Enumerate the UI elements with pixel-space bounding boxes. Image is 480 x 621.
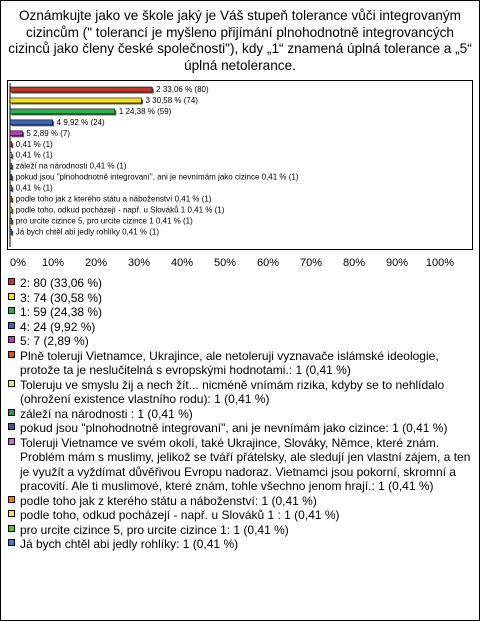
legend-label: Toleruji Vietnamce ve svém okolí, také Ukrajince, Slováky, Němce, které znám. Problém mám s muslimy, jelikož se tváří přátelsky, ale sledují jen vlastní zájem, a ten je využít a vyždímat důvěřivou Evropu nadoraz. Vietnamci jsou pokorní, skromní a pracovití. Ale ti muslimové, které znám, tohle všechno jenom hrají.: 1 (0,41 %) (20, 435, 471, 493)
legend-label: Toleruju ve smyslu žij a nech žít... nicméně vnímám rizika, kdyby se to nehlídalo (ohrožení existence vlastního rodu): 1 (0,41 %) (20, 377, 445, 406)
bar-label: 0,41 % (1) (15, 183, 53, 193)
x-tick-label: 90% (385, 257, 409, 269)
bar-label: 5 2,89 % (7) (26, 128, 71, 138)
legend-item (8, 508, 473, 523)
legend-item (8, 523, 473, 538)
bar-label: 4 9,92 % (24) (56, 117, 105, 127)
x-tick-label: 10% (41, 257, 65, 269)
bar (10, 175, 12, 180)
legend-swatch (8, 380, 15, 387)
x-tick-label: 80% (342, 257, 366, 269)
legend-label: pro urcite cizince 5, pro urcite cizince 1: 1 (0,41 %) (20, 522, 289, 537)
bar (10, 120, 53, 125)
legend-item (8, 537, 473, 552)
legend-swatch (8, 322, 15, 329)
legend-item (8, 421, 473, 436)
legend-item (8, 305, 473, 320)
bar-label: 0,41 % (1) (15, 139, 53, 149)
legend-swatch (8, 293, 15, 300)
legend-item (8, 349, 473, 378)
legend-swatch (8, 510, 15, 517)
legend-item (8, 334, 473, 349)
bar (10, 186, 12, 191)
legend (8, 276, 473, 552)
x-tick-label: 100% (425, 257, 455, 269)
legend-item (8, 378, 473, 407)
legend-swatch (8, 409, 15, 416)
bar (10, 229, 12, 234)
bar (10, 153, 12, 158)
legend-item (8, 291, 473, 306)
legend-label: 4: 24 (9,92 %) (20, 319, 96, 334)
x-tick-label: 70% (299, 257, 323, 269)
legend-swatch (8, 539, 15, 546)
legend-label: Plně toleruji Vietnamce, Ukrajince, ale netoleruji vyznavače islámské ideologie, protože ta je neslučitelná s evropskými hodnotami.: 1 (0,41 %) (20, 348, 439, 377)
legend-label: podle toho jak z kterého státu a náboženství: 1 (0,41 %) (20, 493, 317, 508)
x-tick-label: 40% (170, 257, 194, 269)
legend-label: 2: 80 (33,06 %) (20, 276, 103, 290)
bar-label: 2 33,06 % (80) (156, 85, 209, 94)
legend-label: 1: 59 (24,38 %) (20, 305, 103, 319)
legend-swatch (8, 307, 15, 314)
bar (10, 218, 12, 223)
x-tick-label: 0% (10, 257, 26, 269)
legend-label: podle toho, odkud pocházejí - např. u Slováků 1 : 1 (0,41 %) (20, 508, 340, 522)
legend-item (8, 407, 473, 422)
legend-swatch (8, 525, 15, 532)
bar (10, 131, 22, 136)
legend-swatch (8, 496, 15, 503)
legend-item (8, 320, 473, 335)
bar-label: 3 30,58 % (74) (145, 95, 198, 105)
legend-item (8, 436, 473, 494)
bar-label: 0,41 % (1) (15, 150, 53, 160)
bar (10, 109, 115, 114)
x-tick-label: 20% (84, 257, 108, 269)
bar-label: pro urcite cizince 5, pro urcite cizince 1 0,41 % (1) (15, 216, 193, 226)
legend-label: 5: 7 (2,89 %) (20, 334, 89, 348)
bar-label: podle toho jak z kterého státu a náboženství 0,41 % (1) (15, 194, 212, 204)
bar (10, 197, 12, 202)
bar (10, 207, 12, 212)
legend-item (8, 494, 473, 509)
legend-item (8, 276, 473, 291)
legend-label: pokud jsou "plnohodnotně integrovaní", ani je nevnímám jako cizince: 1 (0,41 %) (20, 421, 448, 435)
legend-swatch (8, 278, 15, 285)
x-tick-label: 30% (127, 257, 151, 269)
x-tick-label: 50% (213, 257, 237, 269)
bar (10, 87, 152, 92)
bar-label: podle toho, odkud pocházejí - např. u Slováků 1 0,41 % (1) (15, 205, 225, 215)
legend-label: 3: 74 (30,58 %) (20, 290, 103, 305)
bar (10, 164, 12, 169)
legend-swatch (8, 423, 15, 430)
chart-title: Oznámkujte jako ve škole jaký je Váš stupeň tolerance vůči integrovaným cizincům (" tolerancí je myšleno přijímání plnohodnotně integrovancých cizinců jako členy české společnosti"), kdy „1“ znamená úplná tolerance a „5“ úplná netolerance. (8, 8, 472, 73)
x-tick-label: 60% (256, 257, 280, 269)
legend-swatch (8, 336, 15, 343)
legend-label: Já bych chtěl abi jedly rohlíky: 1 (0,41 %) (20, 537, 239, 551)
bar-label: 1 24,38 % (59) (118, 106, 172, 116)
legend-swatch (8, 438, 15, 445)
bar (10, 142, 12, 147)
bar-label: Já bych chtěl abi jedly rohlíky 0,41 % (1) (15, 227, 159, 237)
legend-swatch (8, 351, 15, 358)
bar (10, 98, 141, 103)
bar-label: pokud jsou "plnohodnotně integrovaní", ani je nevnímám jako cizince 0,41 % (1) (15, 172, 299, 182)
legend-label: záleží na národnosti : 1 (0,41 %) (20, 406, 193, 421)
bar-label: záleží na národnosti 0,41 % (1) (15, 161, 127, 171)
